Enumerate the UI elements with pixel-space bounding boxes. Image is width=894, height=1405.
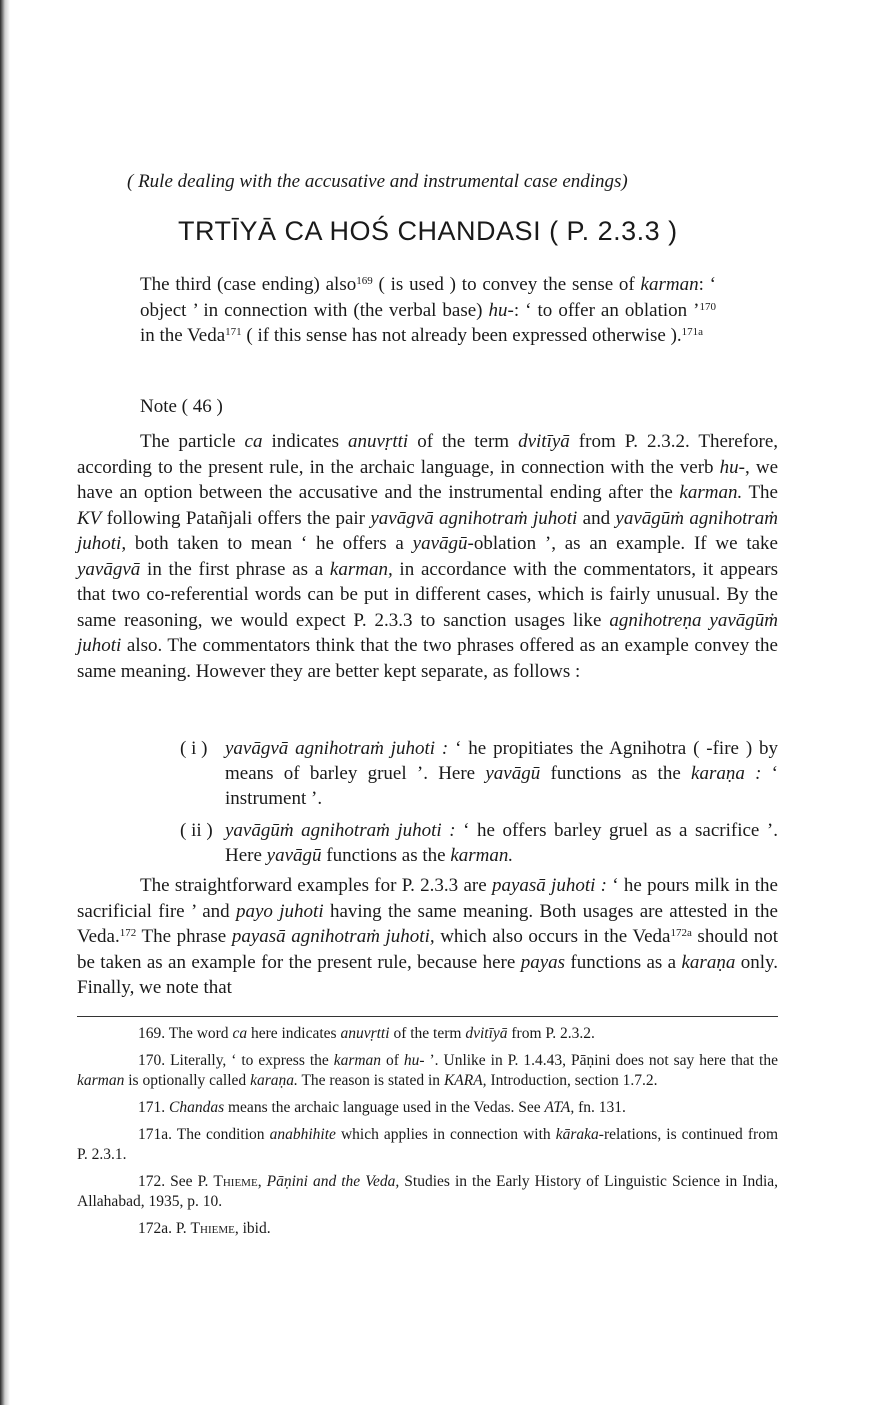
footnote-ref-172[interactable]: 172 <box>119 927 137 939</box>
note-label: Note ( 46 ) <box>140 396 223 417</box>
footnote-172a: 172a. P. Thieme, ibid. <box>138 1220 271 1237</box>
rule-translation: The third (case ending) also$^{169}$ ( is used ) to convey the sense of karman: ‘ object ’ in connection with (the verbal base) hu-: ‘ to offer an oblation ’$^{170}$ in the Veda$^{171}$ ( if this sense has not already been expressed otherwise ).$^{171a}$ <box>140 274 716 346</box>
list-item: ( ii ) yavāgūṁ agnihotraṁ juhoti : ‘ he offers barley gruel as a sacrifice ’. Here yavāgū functions as the karman. <box>180 820 778 866</box>
footnote-170: 170. Literally, ‘ to express the karman of hu- ’. Unlike in P. 1.4.43, Pāṇini does not say here that the karman is optionally called karaṇa. The reason is stated in KARA, Introduction, section 1.7.2. <box>77 1052 778 1089</box>
footnote-ref-171[interactable]: 171 <box>225 326 242 338</box>
rule-heading: TRTĪYĀ CA HOŚ CHANDASI ( P. 2.3.3 ) <box>178 216 678 246</box>
footnote-ref-170[interactable]: 170 <box>699 300 716 313</box>
note-paragraph: The particle ca indicates anuvṛtti of the term dvitīyā from P. 2.3.2. Therefore, according to the present rule, in the archaic language, in connection with the verb hu-, we have an option between the accusative and the instrumental ending after the karman. The KV following Patañjali offers the pair yavāgvā agnihotraṁ juhoti and yavāgūṁ agnihotraṁ juhoti, both taken to mean ‘ he offers a yavāgū-oblation ’, as an example. If we take yavāgvā in the first phrase as a karman, in accordance with the commentators, it appears that two co-referential words can be put in different cases, which is fairly unusual. By the same reasoning, we would expect P. 2.3.3 to sanction usages like agnihotreṇa yavāgūṁ juhoti also. The commentators think that the two phrases offered as an example convey the same meaning. However they are better kept separate, as follows : <box>77 431 778 682</box>
footnote-171: 171. Chandas means the archaic language used in the Vedas. See ATA, fn. 131. <box>138 1099 626 1116</box>
examples-paragraph: The straightforward examples for P. 2.3.3 are payasā juhoti : ‘ he pours milk in the sacrificial fire ’ and payo juhoti having the same meaning. Both usages are attested in the Veda.$^{172}$ The phrase payasā agnihotraṁ juhoti, which also occurs in the Veda$^{172a}$ should not be taken as an example for the present rule, because here payas functions as a karaṇa only. Finally, we note that <box>77 875 778 998</box>
footnote-ref-172a[interactable]: 172a <box>670 927 692 939</box>
footnote-divider <box>77 1016 778 1017</box>
scan-edge-shadow <box>0 0 10 1405</box>
list-number: ( i ) <box>180 738 208 759</box>
footnote-171a: 171a. The condition anabhihite which applies in connection with kāraka-relations, is continued from P. 2.3.1. <box>77 1126 778 1163</box>
footnote-172: 172. See P. Thieme, Pāṇini and the Veda, Studies in the Early History of Linguistic Science in India, Allahabad, 1935, p. 10. <box>77 1173 779 1210</box>
list-item: ( i ) yavāgvā agnihotraṁ juhoti : ‘ he propitiates the Agnihotra ( -fire ) by means of barley gruel ’. Here yavāgū functions as the karaṇa : ‘ instrument ’. <box>180 738 779 809</box>
footnote-ref-171a[interactable]: 171a <box>681 326 704 338</box>
example-list <box>180 736 778 875</box>
footnotes <box>77 1024 778 1246</box>
rule-subtitle: ( Rule dealing with the accusative and instrumental case endings) <box>127 171 628 192</box>
footnote-ref-169[interactable]: 169 <box>356 275 373 287</box>
list-number: ( ii ) <box>180 820 213 841</box>
footnote-169: 169. The word ca here indicates anuvṛtti of the term dvitīyā from P. 2.3.2. <box>138 1025 595 1042</box>
